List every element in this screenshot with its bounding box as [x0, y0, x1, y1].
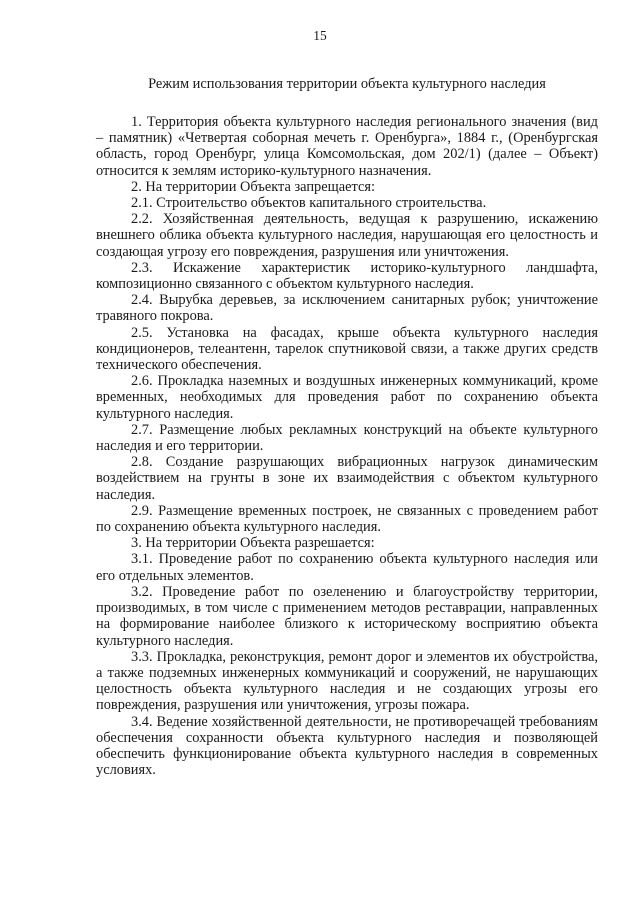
paragraph-2-6: 2.6. Прокладка наземных и воздушных инженерных коммуникаций, кроме временных, необходимых для проведения работ по сохранению объекта культурного наследия.: [96, 373, 598, 422]
paragraph-3-4: 3.4. Ведение хозяйственной деятельности, не противоречащей требованиям обеспечения сохранности объекта культурного наследия и позволяющей обеспечить функционирование объекта культурного наследия в современных условиях.: [96, 713, 598, 779]
paragraph-2-4: 2.4. Вырубка деревьев, за исключением санитарных рубок; уничтожение травяного покрова.: [96, 292, 598, 325]
paragraph-3-3: 3.3. Прокладка, реконструкция, ремонт дорог и элементов их обустройства, а также подземных инженерных коммуникаций и сооружений, не нарушающих целостность объекта культурного наследия и не создающих угрозы его повреждения, разрушения или уничтожения, угрозы пожара.: [96, 648, 598, 714]
paragraph-2-7: 2.7. Размещение любых рекламных конструкций на объекте культурного наследия и его территории.: [96, 421, 598, 455]
paragraph-2-1: 2.1. Строительство объектов капитального строительства.: [131, 195, 487, 212]
paragraph-2-3: 2.3. Искажение характеристик историко-культурного ландшафта, композиционно связанного с объектом культурного наследия.: [96, 259, 598, 293]
paragraph-2-5: 2.5. Установка на фасадах, крыше объекта культурного наследия кондиционеров, телеантенн, тарелок спутниковой связи, а также других средств технического обеспечения.: [96, 324, 598, 374]
paragraph-3: 3. На территории Объекта разрешается:: [131, 535, 375, 552]
document-title: Режим использования территории объекта культурного наследия: [148, 76, 546, 92]
document-body: [96, 114, 598, 778]
paragraph-2-2: 2.2. Хозяйственная деятельность, ведущая к разрушению, искажению внешнего облика объекта культурного наследия, нарушающая его целостность и создающая угрозу его повреждения, разрушения или уничтожения.: [96, 211, 598, 260]
paragraph-2-8: 2.8. Создание разрушающих вибрационных нагрузок динамическим воздействием на грунты в зоне их взаимодействия с объектом культурного наследия.: [96, 454, 598, 503]
page-number: 15: [313, 28, 327, 43]
paragraph-3-2: 3.2. Проведение работ по озеленению и благоустройству территории, производимых, в том числе с применением методов реставрации, направленных на формирование наиболее близкого к историческому восприятию объекта культурного наследия.: [96, 583, 598, 649]
paragraph-2-9: 2.9. Размещение временных построек, не связанных с проведением работ по сохранению объекта культурного наследия.: [96, 502, 598, 536]
paragraph-3-1: 3.1. Проведение работ по сохранению объекта культурного наследия или его отдельных элементов.: [96, 551, 598, 584]
paragraph-2: 2. На территории Объекта запрещается:: [131, 178, 375, 195]
paragraph-1: 1. Территория объекта культурного наследия регионального значения (вид – памятник) «Четвертая соборная мечеть г. Оренбурга», 1884 г., (Оренбургская область, город Оренбург, улица Комсомольская, дом 202/1) (далее – Объект) относится к землям историко-культурного назначения.: [96, 114, 598, 179]
